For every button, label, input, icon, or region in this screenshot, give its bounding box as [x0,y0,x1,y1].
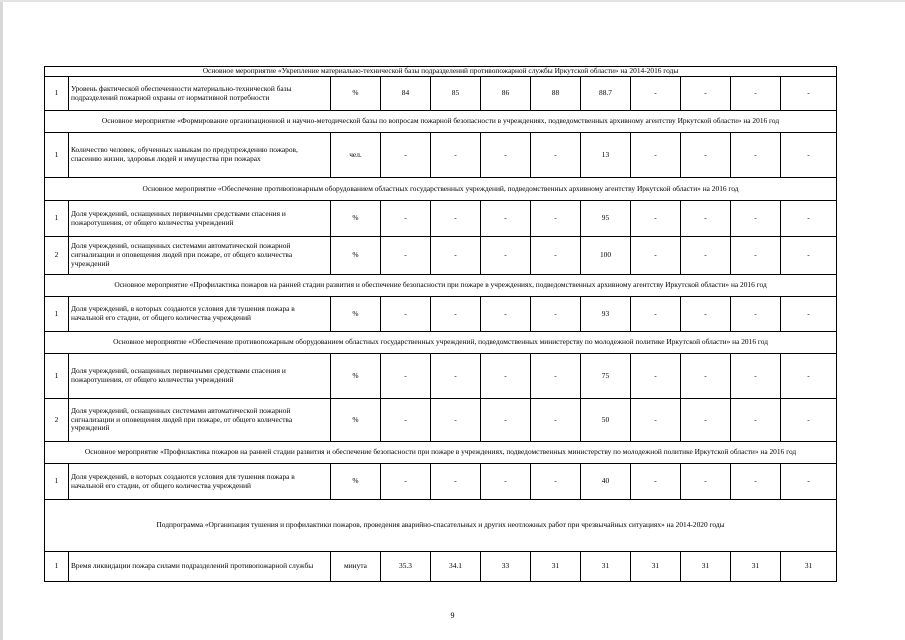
row-number: 1 [45,77,69,111]
value-cell: 85 [431,77,481,111]
value-cell: 33 [481,552,531,582]
section-header-row [45,111,837,133]
value-cell: - [381,354,431,399]
value-cell: - [481,201,531,237]
value-cell: - [631,399,681,442]
value-cell: 31 [781,552,837,582]
value-cell: 31 [731,552,781,582]
section-title: Основное мероприятие «Обеспечение противопожарным оборудованием областных государственных учреждений, подведомственных архивному агентству Иркутской области» на 2016 год [45,178,837,201]
row-number: 2 [45,237,69,275]
value-cell: - [731,464,781,500]
value-cell: 88.7 [581,77,631,111]
value-cell: - [531,297,581,332]
value-cell: - [681,77,731,111]
section-header-row [45,442,837,464]
unit-cell: % [331,464,381,500]
value-cell: - [481,237,531,275]
value-cell: - [431,133,481,178]
value-cell: - [781,133,837,178]
row-number: 1 [45,133,69,178]
value-cell: - [381,399,431,442]
value-cell: - [381,201,431,237]
indicator-row [45,77,837,111]
value-cell: - [481,354,531,399]
value-cell: - [531,237,581,275]
value-cell: - [531,464,581,500]
section-header-row [45,275,837,297]
value-cell: - [481,399,531,442]
value-cell: 86 [481,77,531,111]
indicator-description: Доля учреждений, оснащенных первичными средствами спасения и пожаротушения, от общего количества учреждений [69,354,331,399]
value-cell: - [381,133,431,178]
unit-cell: % [331,354,381,399]
row-number: 1 [45,297,69,332]
row-number: 1 [45,354,69,399]
indicator-description: Время ликвидации пожара силами подразделений противопожарной службы [69,552,331,582]
value-cell: - [781,201,837,237]
value-cell: - [781,297,837,332]
section-title: Основное мероприятие «Укрепление материально-технической базы подразделений противопожарной службы Иркутской области» на 2014-2016 годы [45,67,837,77]
value-cell: - [731,354,781,399]
section-title: Основное мероприятие «Профилактика пожаров на ранней стадии развития и обеспечение безопасности при пожаре в учреждениях, подведомственных министерству по молодежной политике Иркутской области» на 2016 год [45,442,837,464]
row-number: 1 [45,201,69,237]
value-cell: - [431,399,481,442]
indicator-description: Уровень фактической обеспеченности материально-технической базы подразделений пожарной охраны от нормативной потребности [69,77,331,111]
value-cell: - [531,133,581,178]
value-cell: - [431,237,481,275]
row-number: 1 [45,464,69,500]
value-cell: 31 [581,552,631,582]
value-cell: - [681,133,731,178]
indicator-row [45,552,837,582]
indicator-row [45,464,837,500]
value-cell: - [781,237,837,275]
table-body [45,67,837,582]
indicator-description: Доля учреждений, оснащенных первичными средствами спасения и пожаротушения, от общего количества учреждений [69,201,331,237]
value-cell: - [631,297,681,332]
section-title: Основное мероприятие «Профилактика пожаров на ранней стадии развития и обеспечение безопасности при пожаре в учреждениях, подведомственных архивному агентству Иркутской области» на 2016 год [45,275,837,297]
value-cell: - [531,201,581,237]
value-cell: - [481,133,531,178]
value-cell: - [431,297,481,332]
unit-cell: % [331,297,381,332]
value-cell: 75 [581,354,631,399]
scan-edge [0,0,3,640]
value-cell: - [781,77,837,111]
indicator-description: Количество человек, обученных навыкам по предупреждению пожаров, спасению жизни, здоровья людей и имущества при пожарах [69,133,331,178]
indicator-row [45,297,837,332]
value-cell: - [631,77,681,111]
indicator-row [45,399,837,442]
value-cell: 13 [581,133,631,178]
value-cell: - [681,237,731,275]
section-title: Основное мероприятие «Обеспечение противопожарным оборудованием областных государственных учреждений, подведомственных министерству по молодежной политике Иркутской области» на 2016 год [45,332,837,354]
value-cell: - [681,297,731,332]
value-cell: 31 [531,552,581,582]
value-cell: - [431,354,481,399]
value-cell: - [531,354,581,399]
row-number: 2 [45,399,69,442]
value-cell: 88 [531,77,581,111]
value-cell: - [731,77,781,111]
value-cell: - [431,201,481,237]
value-cell: 95 [581,201,631,237]
section-title: Подпрограмма «Организация тушения и профилактики пожаров, проведения аварийно-спасательных и других неотложных работ при чрезвычайных ситуациях» на 2014-2020 годы [45,500,837,552]
value-cell: - [731,201,781,237]
value-cell: - [681,399,731,442]
value-cell: - [631,354,681,399]
section-title: Основное мероприятие «Формирование организационной и научно-методической базы по вопросам пожарной безопасности в учреждениях, подведомственных архивному агентству Иркутской области» на 2016 год [45,111,837,133]
value-cell: - [681,464,731,500]
unit-cell: % [331,77,381,111]
value-cell: - [681,354,731,399]
indicator-description: Доля учреждений, оснащенных системами автоматической пожарной сигнализации и оповещения людей при пожаре, от общего количества учреждений [69,399,331,442]
indicator-row [45,201,837,237]
value-cell: - [681,201,731,237]
unit-cell: минута [331,552,381,582]
value-cell: - [731,133,781,178]
value-cell: - [631,201,681,237]
section-header-row [45,67,837,77]
indicator-description: Доля учреждений, в которых создаются условия для тушения пожара в начальной его стадии, от общего количества учреждений [69,297,331,332]
value-cell: 34.1 [431,552,481,582]
value-cell: 40 [581,464,631,500]
indicator-description: Доля учреждений, в которых создаются условия для тушения пожара в начальной его стадии, от общего количества учреждений [69,464,331,500]
section-header-row [45,178,837,201]
value-cell: - [431,464,481,500]
value-cell: 93 [581,297,631,332]
unit-cell: % [331,399,381,442]
value-cell: 84 [381,77,431,111]
value-cell: - [731,297,781,332]
indicator-row [45,133,837,178]
scan-edge [0,0,905,2]
value-cell: - [481,297,531,332]
value-cell: - [781,354,837,399]
value-cell: - [381,297,431,332]
value-cell: - [631,133,681,178]
value-cell: - [481,464,531,500]
value-cell: - [531,399,581,442]
value-cell: 31 [681,552,731,582]
value-cell: 31 [631,552,681,582]
section-header-row [45,332,837,354]
unit-cell: чел. [331,133,381,178]
value-cell: - [731,399,781,442]
section-header-row [45,500,837,552]
row-number: 1 [45,552,69,582]
value-cell: 100 [581,237,631,275]
indicator-description: Доля учреждений, оснащенных системами автоматической пожарной сигнализации и оповещения людей при пожаре, от общего количества учреждений [69,237,331,275]
value-cell: - [781,464,837,500]
value-cell: - [631,237,681,275]
value-cell: - [381,237,431,275]
value-cell: - [631,464,681,500]
value-cell: - [731,237,781,275]
value-cell: - [781,399,837,442]
unit-cell: % [331,201,381,237]
indicator-row [45,354,837,399]
unit-cell: % [331,237,381,275]
indicator-row [45,237,837,275]
value-cell: 50 [581,399,631,442]
page-number: 9 [450,611,455,620]
value-cell: 35.3 [381,552,431,582]
value-cell: - [381,464,431,500]
indicators-table [44,66,837,582]
